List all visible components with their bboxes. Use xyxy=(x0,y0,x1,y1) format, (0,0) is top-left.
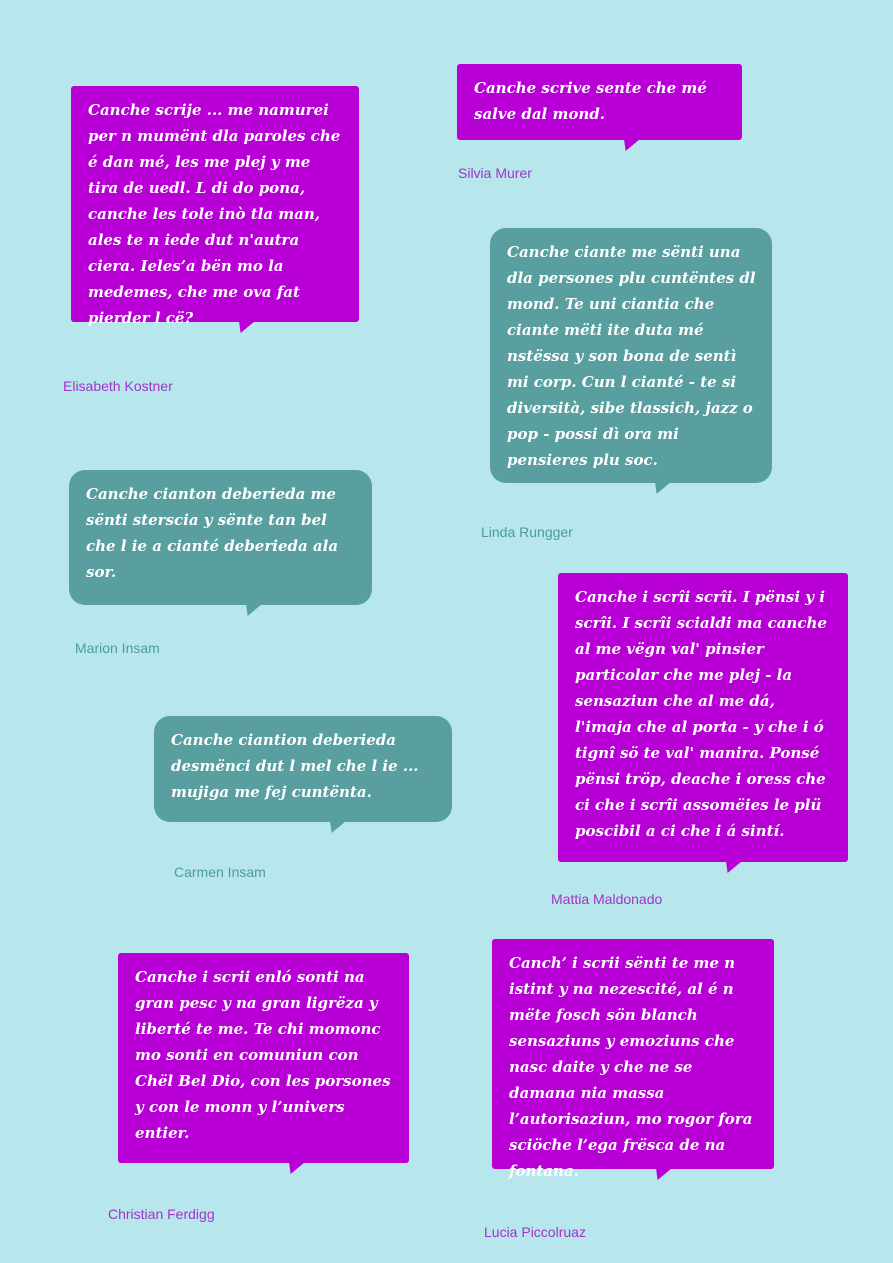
quote-bubble xyxy=(457,64,742,140)
quote-text: Canche ciantion deberieda desmënci dut l mel che l ie ... mujiga me fej cuntënta. xyxy=(171,731,419,801)
quote-text: Canch’ i scrii sënti te me n istint y na nezescité, al é n mëte fosch sön blanch sensaziuns y emoziuns che nasc daite y che ne se damana nia massa l’autorisaziun, mo rogor fora sciöche l’ega frësca de na fontana. xyxy=(509,954,753,1180)
quote-text: Canche scrive sente che mé salve dal mond. xyxy=(474,79,707,123)
quote-text: Canche ciante me sënti una dla persones plu cuntëntes dl mond. Te uni ciantia che ciante mëti ite duta mé nstëssa y son bona de sentì mi corp. Cun l cianté - te si diversità, sibe tlassich, jazz o pop - possi dì ora mi pensieres plu soc. xyxy=(507,243,756,469)
quote-bubble xyxy=(118,953,409,1163)
author-name: Marion Insam xyxy=(75,640,160,656)
speech-tail xyxy=(246,604,262,616)
quote-text: Canche i scrii enló sonti na gran pesc y na gran ligrëza y liberté te me. Te chi momonc mo sonti en comuniun con Chël Bel Dio, con les porsones y con le monn y l’univers entier. xyxy=(135,968,391,1142)
author-name: Linda Rungger xyxy=(481,524,573,540)
author-name: Mattia Maldonado xyxy=(551,891,663,907)
speech-tail xyxy=(624,139,640,151)
author-name: Silvia Murer xyxy=(458,165,532,181)
quote-bubble xyxy=(558,573,848,862)
quote-text: Canche i scrîi scrîi. I pënsi y i scrîi. I scrîi scialdi ma canche al me vëgn val' pinsier particolar che me plej - la sensaziun che al me dá, l'imaja che al porta - y che i ó tignî sö te val' manira. Ponsé pënsi tröp, deache i oress che ci che i scrîi assomëies le plü poscibil a ci che i á sintí. xyxy=(575,588,827,840)
author-name: Lucia Piccolruaz xyxy=(484,1224,586,1240)
speech-tail xyxy=(726,861,742,873)
speech-tail xyxy=(330,821,346,833)
quote-bubble xyxy=(71,86,359,327)
speech-tail xyxy=(289,1162,305,1174)
author-name: Christian Ferdigg xyxy=(108,1206,215,1222)
quote-bubble xyxy=(154,716,452,822)
author-name: Elisabeth Kostner xyxy=(63,378,173,394)
quote-bubble xyxy=(69,470,372,605)
quote-text: Canche cianton deberieda me sënti sterscia y sënte tan bel che l ie a cianté deberieda ala sor. xyxy=(86,485,339,581)
quote-bubble xyxy=(492,939,774,1180)
quote-text: Canche scrije ... me namurei per n mumënt dla paroles che é dan mé, les me plej y me tira de uedl. L di do pona, canche les tole inò tla man, ales te n iede dut n'autra ciera. Ieles’a bën mo la medemes, che me ova fat pierder l cë? xyxy=(88,101,341,327)
author-name: Carmen Insam xyxy=(174,864,266,880)
quote-bubble xyxy=(490,228,772,483)
speech-tail xyxy=(655,482,671,494)
